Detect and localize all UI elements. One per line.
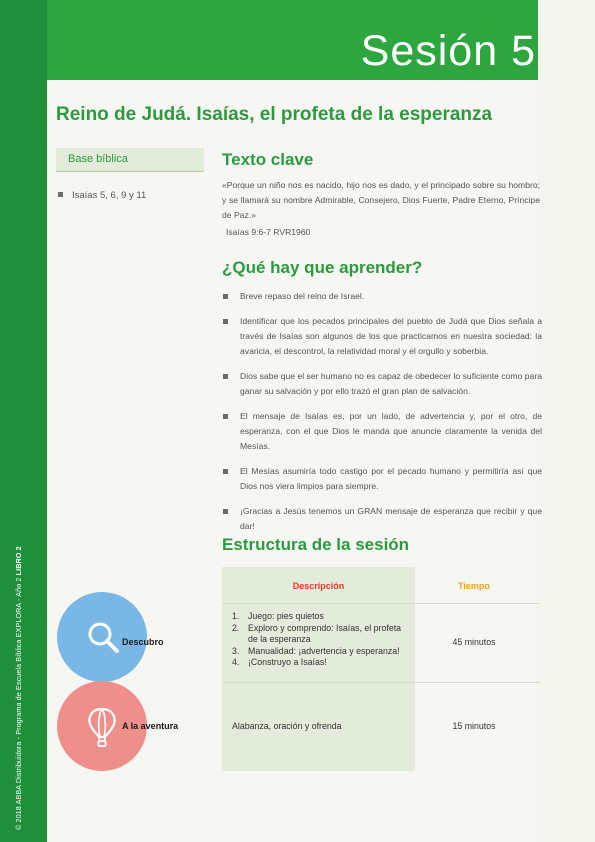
credit-book: LIBRO 2 xyxy=(14,546,23,576)
item-text: Exploro y comprendo: Isaías, el profeta de la esperanza xyxy=(248,622,402,644)
item-text: ¡Construyo a Isaías! xyxy=(248,657,327,667)
copyright-credit xyxy=(14,546,23,830)
list-item xyxy=(222,504,542,534)
table-divider xyxy=(222,603,540,604)
bullet-icon xyxy=(223,509,228,514)
column-header-description: Descripción xyxy=(292,581,345,591)
credit-text: © 2018 ABBA Distribuidora - Programa de Escuela Bíblica EXPLORA - Año 2 xyxy=(14,575,23,830)
list-item xyxy=(232,646,412,658)
list-item-text: ¡Gracias a Jesús tenemos un GRAN mensaje de esperanza que recibir y que dar! xyxy=(240,506,542,531)
description-column xyxy=(222,567,415,771)
list-item-text: El mensaje de Isaías es, por un lado, de advertencia y, por el otro, de esperanza, con el que Dios le manda que anuncie claramente la venida del Mesías. xyxy=(240,411,542,451)
bullet-icon xyxy=(223,414,228,419)
bullet-icon xyxy=(223,374,228,379)
page-title: Reino de Judá. Isaías, el profeta de la esperanza xyxy=(56,104,493,125)
table-row-label: A la aventura xyxy=(122,721,179,731)
list-item xyxy=(222,369,542,399)
list-item xyxy=(222,409,542,454)
right-margin-band xyxy=(538,0,595,842)
estructura-heading: Estructura de la sesión xyxy=(222,535,410,554)
list-item xyxy=(232,611,412,623)
column-header-time: Tiempo xyxy=(458,581,490,591)
item-text: Juego: pies quietos xyxy=(248,611,324,621)
item-number: 1. xyxy=(232,611,240,621)
left-green-strip xyxy=(0,0,47,842)
descubro-activities xyxy=(232,611,412,669)
texto-clave-quote: «Porque un niño nos es nacido, hijo nos es dado, y el principado sobre su hombro; y se llamará su nombre Admirable, Consejero, Dios Fuerte, Padre Eterno, Príncipe de Paz.» xyxy=(222,180,540,220)
item-number: 3. xyxy=(232,645,240,656)
base-biblica-label: Base bíblica xyxy=(56,148,204,172)
list-item xyxy=(232,657,412,669)
table-row-label: Descubro xyxy=(122,637,164,647)
table-row-time: 45 minutos xyxy=(452,637,496,647)
list-item-text: El Mesías asumiría todo castigo por el pecado humano y permitiría así que Dios nos viera limpios para siempre. xyxy=(240,466,542,491)
bullet-icon xyxy=(223,469,228,474)
item-text: Manualidad: ¡advertencia y esperanza! xyxy=(248,645,400,656)
list-item-text: Identificar que los pecados principales del pueblo de Judá que Dios señala a través de Isaías son algunos de los que practicamos en nuestra sociedad: la avaricia, el descontrol, la relatividad moral y el orgullo y soberbia. xyxy=(240,316,542,356)
list-item-text: Dios sabe que el ser humano no es capaz de obedecer lo suficiente como para ganar su salvación y por ello trazó el gran plan de salvación. xyxy=(240,371,542,396)
header-bar xyxy=(47,0,538,80)
texto-clave-reference: Isaías 9:6-7 RVR1960 xyxy=(226,227,311,237)
aprender-heading: ¿Qué hay que aprender? xyxy=(222,258,423,277)
session-title: Sesión 5 xyxy=(360,27,536,75)
item-number: 4. xyxy=(232,657,240,667)
item-number: 2. xyxy=(232,622,240,633)
list-item xyxy=(222,464,542,494)
list-item xyxy=(232,623,412,646)
bullet-icon xyxy=(223,294,228,299)
bullet-icon xyxy=(223,319,228,324)
table-row-description: Alabanza, oración y ofrenda xyxy=(232,721,342,731)
list-item-text: Breve repaso del reino de Israel. xyxy=(240,291,365,301)
base-biblica-text: Isaías 5, 6, 9 y 11 xyxy=(72,190,147,201)
aprender-list xyxy=(222,289,542,544)
table-row-time: 15 minutos xyxy=(452,721,496,731)
list-item xyxy=(222,289,542,304)
base-biblica-item xyxy=(58,190,146,201)
texto-clave-heading: Texto clave xyxy=(222,150,314,169)
table-divider xyxy=(222,682,540,683)
list-item xyxy=(222,314,542,359)
bullet-icon xyxy=(58,192,63,197)
